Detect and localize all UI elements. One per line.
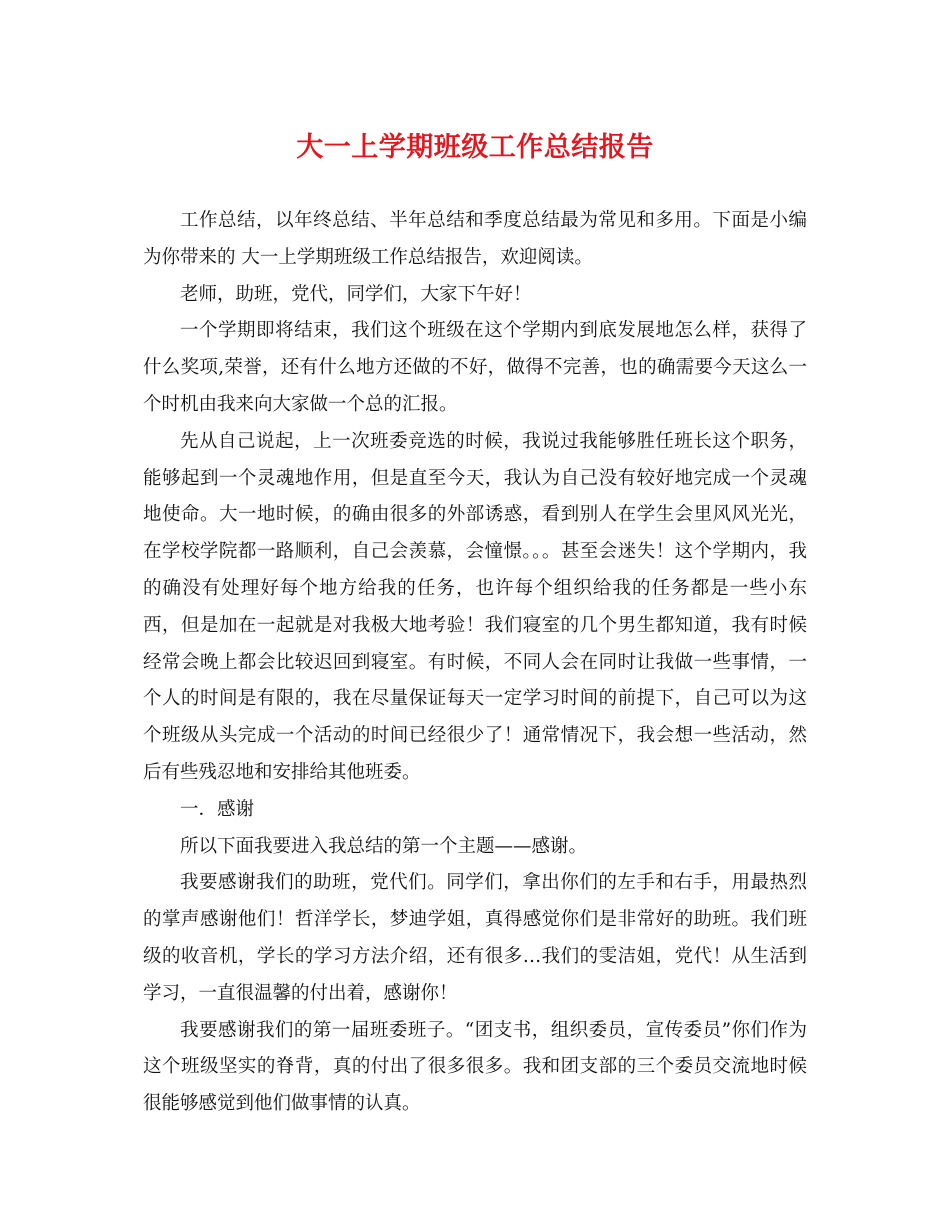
paragraph-self-review: 先从自己说起，上一次班委竞选的时候，我说过我能够胜任班长这个职务，能够起到一个灵魂地作用，但是直至今天，我认为自己没有较好地完成一个灵魂地使命。大一地时候，的确由很多的外部诱惑，看到别人在学生会里风风光光，在学校学院都一路顺利，自己会羡慕，会憧憬。。。甚至会迷失！这个学期内，我的确没有处理好每个地方给我的任务，也许每个组织给我的任务都是一些小东西，但是加在一起就是对我极大地考验！我们寝室的几个男生都知道，我有时候经常会晚上都会比较迟回到寝室。有时候，不同人会在同时让我做一些事情，一个人的时间是有限的，我在尽量保证每天一定学习时间的前提下，自己可以为这个班级从头完成一个活动的时间已经很少了！通常情况下，我会想一些活动，然后有些残忍地和安排给其他班委。 — [143, 430, 807, 783]
paragraph-thanks-assistants: 我要感谢我们的助班，党代们。同学们，拿出你们的左手和右手，用最热烈的掌声感谢他们！哲洋学长，梦迪学姐，真得感觉你们是非常好的助班。我们班级的收音机，学长的学习方法介绍，还有很多…我们的雯洁姐，党代！从生活到学习，一直很温馨的付出着，感谢你！ — [143, 872, 807, 1004]
paragraph-thanks-committee: 我要感谢我们的第一届班委班子。“团支书，组织委员，宣传委员”你们作为这个班级坚实的脊背，真的付出了很多很多。我和团支部的三个委员交流地时候很能够感觉到他们做事情的认真。 — [143, 1019, 807, 1115]
paragraph-overview: 一个学期即将结束，我们这个班级在这个学期内到底发展地怎么样，获得了什么奖项,荣誉，还有什么地方还做的不好，做得不完善，也的确需要今天这么一个时机由我来向大家做一个总的汇报。 — [143, 320, 807, 415]
document-title: 大一上学期班级工作总结报告 — [296, 132, 654, 163]
paragraph-intro: 工作总结，以年终总结、半年总结和季度总结最为常见和多用。下面是小编为你带来的 大一上学期班级工作总结报告，欢迎阅读。 — [143, 210, 807, 268]
paragraph-greeting: 老师，助班，党代，同学们，大家下午好！ — [180, 283, 532, 305]
section-heading-thanks: 一．感谢 — [180, 798, 255, 820]
paragraph-thanks-intro: 所以下面我要进入我总结的第一个主题——感谢。 — [180, 835, 588, 857]
document-body — [143, 203, 807, 1123]
